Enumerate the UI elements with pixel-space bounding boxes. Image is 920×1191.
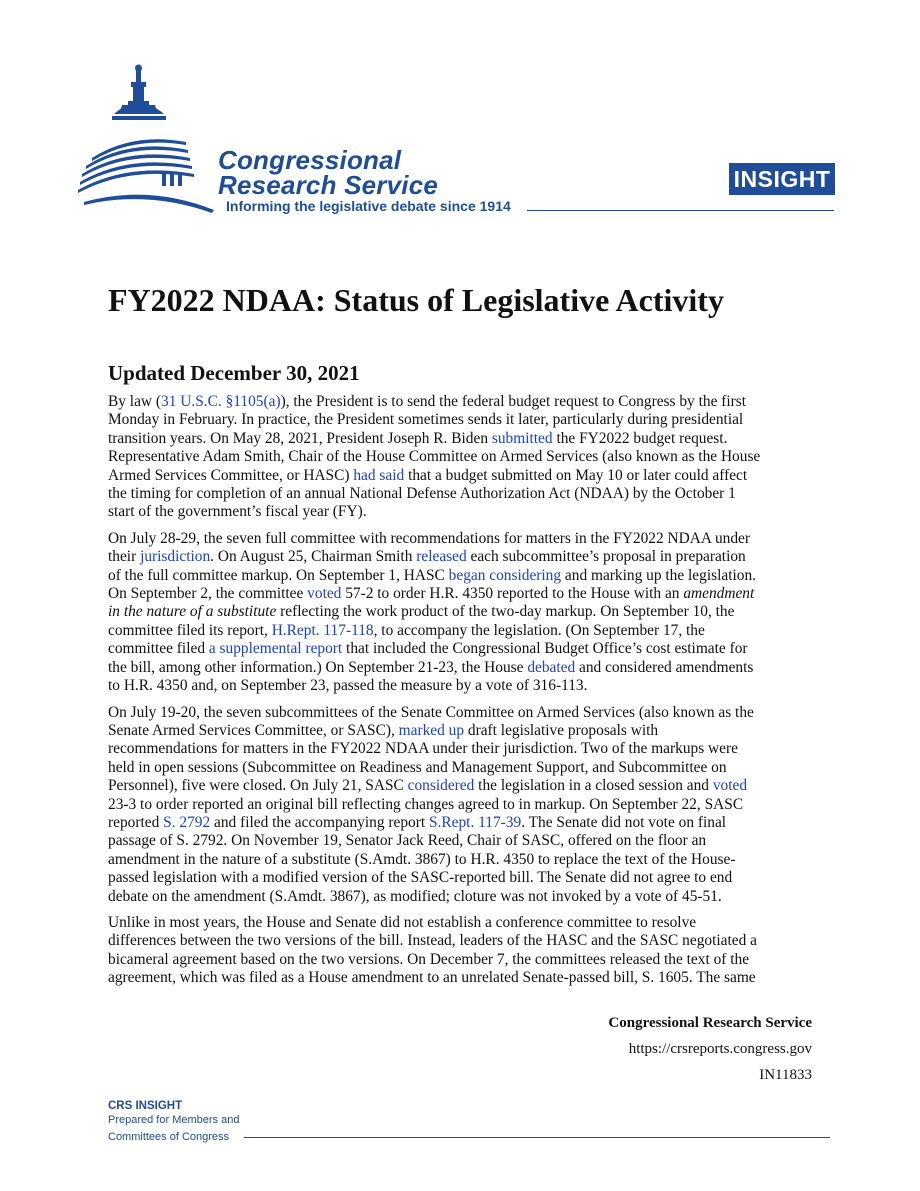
footer-org-name: Congressional Research Service	[608, 1015, 812, 1031]
text-line	[108, 503, 828, 521]
text-run: the legislation in a closed session and	[474, 777, 713, 795]
text-line	[108, 759, 828, 777]
text-run: 23-3 to order reported an original bill reflecting changes agreed to in markup. On September 22, SASC	[108, 795, 744, 813]
text-line	[108, 814, 828, 832]
text-line	[108, 659, 828, 677]
text-run: debate on the amendment (S.Amdt. 3867), as modified; cloture was not invoked by a vote of 45-51.	[108, 887, 722, 905]
body-text	[108, 393, 828, 996]
org-name-line1: Congressional	[218, 145, 402, 175]
text-run: and considered amendments	[575, 658, 754, 676]
footer-divider	[244, 1137, 830, 1138]
inline-link[interactable]: jurisdiction	[140, 548, 211, 566]
text-line	[108, 430, 828, 448]
text-run: On July 28-29, the seven full committee with recommendations for matters in the FY2022 NDAA under	[108, 529, 751, 547]
text-run: their	[108, 548, 141, 566]
text-run: each subcommittee’s proposal in preparation	[466, 548, 746, 566]
text-line	[108, 932, 828, 950]
text-run: Monday in February. In practice, the President sometimes sends it later, particularly during presidential	[108, 411, 744, 429]
inline-link[interactable]: S.Rept. 117-39	[428, 813, 522, 831]
prepared-for-line2: Committees of Congress	[108, 1131, 230, 1143]
text-run: amendment in the nature of a substitute (S.Amdt. 3867) to H.R. 4350 to replace the text of the House-	[108, 850, 736, 868]
text-run: transition years. On May 28, 2021, President Joseph R. Biden	[108, 429, 492, 447]
text-run: Representative Adam Smith, Chair of the House Committee on Armed Services (also known as the House	[108, 448, 761, 466]
text-run: On September 2, the committee	[108, 585, 308, 603]
body-paragraph	[108, 393, 828, 522]
inline-link[interactable]: released	[416, 548, 467, 566]
text-line	[108, 467, 828, 485]
body-paragraph	[108, 914, 828, 988]
text-line	[108, 485, 828, 503]
text-run: that included the Congressional Budget Office’s cost estimate for	[342, 640, 748, 658]
body-paragraph	[108, 530, 828, 696]
inline-link[interactable]: marked up	[398, 721, 465, 739]
text-run: By law (	[108, 393, 162, 410]
text-line	[108, 567, 828, 585]
text-run: Personnel), five were closed. On July 21, SASC	[108, 777, 408, 795]
inline-link[interactable]: began considering	[448, 566, 562, 584]
text-line	[108, 411, 828, 429]
inline-link[interactable]: had said	[353, 466, 405, 484]
text-run: bicameral agreement based on the two versions. On December 7, the committees released the text of the	[108, 950, 750, 968]
inline-link[interactable]: 31 U.S.C. §1105(a)	[161, 393, 281, 410]
org-tagline: Informing the legislative debate since 1914	[226, 198, 511, 214]
text-line	[108, 888, 828, 906]
text-line	[108, 530, 828, 548]
inline-link[interactable]: a supplemental report	[208, 640, 343, 658]
text-run: and marking up the legislation.	[561, 566, 756, 584]
text-run: held in open sessions (Subcommittee on Readiness and Management Support, and Subcommittee on	[108, 758, 727, 776]
text-line	[108, 951, 828, 969]
inline-link[interactable]: considered	[407, 777, 475, 795]
text-line	[108, 851, 828, 869]
text-line	[108, 832, 828, 850]
text-line	[108, 448, 828, 466]
text-line	[108, 603, 828, 621]
inline-link[interactable]: H.Rept. 117-118	[271, 621, 374, 639]
text-run: that a budget submitted on May 10 or later could affect	[404, 466, 748, 484]
capitol-dome-icon	[78, 62, 218, 217]
text-run: the FY2022 budget request.	[552, 429, 728, 447]
page-footer	[608, 1014, 812, 1084]
body-paragraph	[108, 704, 828, 906]
text-line	[108, 622, 828, 640]
text-run: Armed Services Committee, or HASC)	[108, 466, 354, 484]
inline-link[interactable]: debated	[527, 658, 576, 676]
text-run: Senate Armed Services Committee, or SASC),	[108, 721, 399, 739]
text-run: start of the government’s fiscal year (FY).	[108, 503, 367, 521]
text-run: ), the President is to send the federal budget request to Congress by the first	[280, 393, 747, 410]
text-line	[108, 914, 828, 932]
updated-date: Updated December 30, 2021	[108, 361, 360, 385]
text-run: committee filed	[108, 640, 209, 658]
text-run: , to accompany the legislation. (On September 17, the	[373, 621, 705, 639]
text-line	[108, 740, 828, 758]
text-line	[108, 548, 828, 566]
inline-link[interactable]: S. 2792	[163, 813, 211, 831]
text-line	[108, 704, 828, 722]
page-title: FY2022 NDAA: Status of Legislative Activity	[108, 282, 724, 318]
inline-link[interactable]: voted	[307, 585, 342, 603]
text-run: . On August 25, Chairman Smith	[210, 548, 417, 566]
text-run: On July 19-20, the seven subcommittees of the Senate Committee on Armed Services (also known as the	[108, 703, 754, 721]
text-run: agreement, which was filed as a House amendment to an unrelated Senate-passed bill, S. 1605. The same	[108, 969, 756, 987]
text-run: differences between the two versions of the bill. Instead, leaders of the HASC and the SASC negotiated a	[108, 932, 757, 950]
text-line	[108, 869, 828, 887]
text-line	[108, 777, 828, 795]
text-line	[108, 722, 828, 740]
text-line	[108, 677, 828, 695]
text-run: and filed the accompanying report	[210, 813, 429, 831]
text-run: passed legislation with a modified version of the SASC-reported bill. The Senate did not agree to end	[108, 869, 733, 887]
prepared-for-line1: Prepared for Members and	[108, 1114, 240, 1126]
insight-badge: INSIGHT	[729, 163, 835, 195]
text-run: passage of S. 2792. On November 19, Senator Jack Reed, Chair of SASC, offered on the floor an	[108, 832, 707, 850]
crs-insight-label: CRS INSIGHT	[108, 1100, 183, 1112]
text-run: committee filed its report,	[108, 621, 272, 639]
text-run: draft legislative proposals with	[464, 721, 659, 739]
footer-url[interactable]: https://crsreports.congress.gov	[628, 1041, 812, 1057]
inline-link[interactable]: submitted	[491, 429, 553, 447]
report-id: IN11833	[759, 1067, 812, 1083]
text-run: of the full committee markup. On September 1, HASC	[108, 566, 449, 584]
emphasis-text: in the nature of a substitute	[108, 603, 277, 621]
text-run: the bill, among other information.) On September 21-23, the House	[108, 658, 528, 676]
text-line	[108, 393, 828, 411]
header-divider	[527, 210, 834, 211]
text-line	[108, 585, 828, 603]
text-line	[108, 640, 828, 658]
text-run: Unlike in most years, the House and Senate did not establish a conference committee to resolve	[108, 913, 697, 931]
text-run: 57-2 to order H.R. 4350 reported to the House with an	[341, 585, 684, 603]
inline-link[interactable]: voted	[712, 777, 748, 795]
text-run: reported	[108, 813, 164, 831]
text-run: to H.R. 4350 and, on September 23, passed the measure by a vote of 316-113.	[108, 677, 588, 695]
text-run: recommendations for matters in the FY2022 NDAA under their jurisdiction. Two of the markups were	[108, 740, 738, 758]
emphasis-text: amendment	[683, 585, 755, 603]
text-run: reflecting the work product of the two-day markup. On September 10, the	[276, 603, 735, 621]
text-run: . The Senate did not vote on final	[521, 813, 727, 831]
text-run: the timing for completion of an annual National Defense Authorization Act (NDAA) by the October 1	[108, 485, 736, 503]
text-line	[108, 969, 828, 987]
org-name-line2: Research Service	[218, 170, 439, 200]
text-line	[108, 796, 828, 814]
